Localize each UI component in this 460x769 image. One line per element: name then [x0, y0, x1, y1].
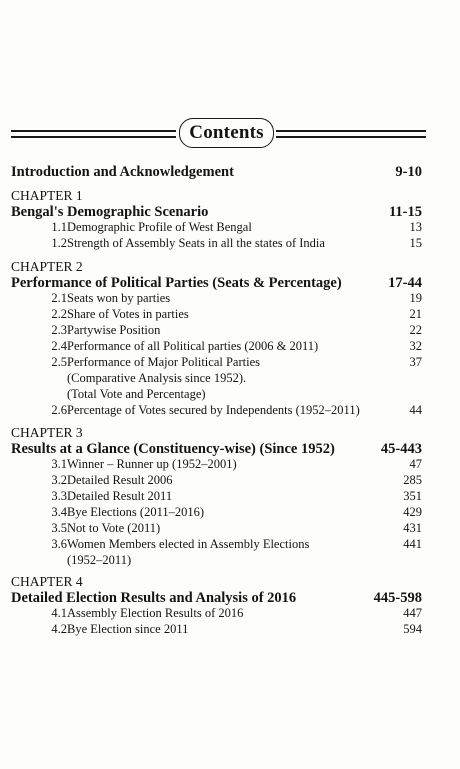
entry-page: 441: [403, 537, 422, 551]
toc-entry: [11, 220, 422, 237]
entry-page: 15: [409, 236, 422, 250]
toc-entry: [11, 489, 422, 506]
toc-entry: [11, 403, 422, 420]
toc-entry: [11, 606, 422, 623]
entry-title: Women Members elected in Assembly Elections: [67, 537, 310, 551]
entry-number: 4.1: [51, 606, 67, 620]
entry-page: 351: [403, 489, 422, 503]
toc-entry: [11, 622, 422, 639]
entry-title-continuation: (Comparative Analysis since 1952).: [67, 371, 247, 385]
entry-title: Strength of Assembly Seats in all the states of India: [67, 236, 325, 250]
entry-page: 32: [409, 339, 422, 353]
entry-number: 2.6: [51, 403, 67, 417]
contents-header: [11, 118, 426, 150]
entry-title: Bye Elections (2011–2016): [67, 505, 205, 519]
entry-title: Bye Election since 2011: [67, 622, 189, 636]
toc-entry: [11, 355, 422, 372]
entry-page: 37: [409, 355, 422, 369]
chapter-label: [11, 574, 422, 591]
entry-title: Performance of Major Political Parties: [67, 355, 260, 369]
chapter-label-text: CHAPTER 1: [11, 188, 83, 203]
entry-title: Detailed Result 2006: [67, 473, 173, 487]
entry-number: 2.5: [51, 355, 67, 369]
entry-page: 21: [409, 307, 422, 321]
chapter-title: Bengal's Demographic Scenario: [11, 204, 209, 220]
chapter-label-text: CHAPTER 4: [11, 574, 83, 589]
chapter-label: [11, 188, 422, 205]
entry-page: 431: [403, 521, 422, 535]
chapter-label: [11, 259, 422, 276]
entry-number: 3.5: [51, 521, 67, 535]
toc-entry-continuation: [11, 371, 422, 388]
toc-entry-continuation: [11, 553, 422, 570]
entry-page: 47: [409, 457, 422, 471]
chapter-title: Results at a Glance (Constituency-wise) (Since 1952): [11, 441, 335, 457]
entry-title: Demographic Profile of West Bengal: [67, 220, 252, 234]
rule-right-bottom: [276, 136, 426, 138]
toc-intro-pages: 9-10: [395, 164, 422, 180]
entry-number: 3.3: [51, 489, 67, 503]
toc-entry: [11, 323, 422, 340]
toc-entry: [11, 236, 422, 253]
entry-page: 429: [403, 505, 422, 519]
rule-left-top: [11, 130, 176, 132]
entry-number: 2.2: [51, 307, 67, 321]
chapter-title-row: [11, 441, 422, 458]
entry-number: 3.2: [51, 473, 67, 487]
entry-title: Partywise Position: [67, 323, 161, 337]
chapter-pages: 45-443: [380, 441, 422, 457]
entry-page: 22: [409, 323, 422, 337]
entry-title: Not to Vote (2011): [67, 521, 161, 535]
entry-number: 1.1: [51, 220, 67, 234]
chapter-label: [11, 425, 422, 442]
toc-entry: [11, 457, 422, 474]
toc-entry: [11, 339, 422, 356]
toc-entry-continuation: [11, 387, 422, 404]
rule-right-top: [276, 130, 426, 132]
entry-number: 2.4: [51, 339, 67, 353]
toc-intro-title: Introduction and Acknowledgement: [11, 164, 234, 180]
rule-left-bottom: [11, 136, 176, 138]
entry-title: Winner – Runner up (1952–2001): [67, 457, 237, 471]
toc-entry: [11, 473, 422, 490]
entry-title-continuation: (Total Vote and Percentage): [67, 387, 206, 401]
entry-number: 2.1: [51, 291, 67, 305]
entry-number: 3.4: [51, 505, 67, 519]
entry-title: Assembly Election Results of 2016: [67, 606, 244, 620]
chapter-title-row: [11, 590, 422, 607]
toc-entry: [11, 505, 422, 522]
chapter-title: Performance of Political Parties (Seats & Percentage): [11, 275, 342, 291]
entry-title: Detailed Result 2011: [67, 489, 173, 503]
toc-entry: [11, 291, 422, 308]
entry-title-continuation: (1952–2011): [67, 553, 132, 567]
entry-number: 1.2: [51, 236, 67, 250]
chapter-pages: 445-598: [373, 590, 422, 606]
toc-intro-row: [11, 164, 422, 181]
toc-entry: [11, 537, 422, 554]
entry-title: Seats won by parties: [67, 291, 171, 305]
entry-title: Percentage of Votes secured by Independents (1952–2011): [67, 403, 360, 417]
chapter-pages: 11-15: [388, 204, 422, 220]
entry-number: 3.1: [51, 457, 67, 471]
chapter-pages: 17-44: [388, 275, 422, 291]
entry-page: 13: [409, 220, 422, 234]
entry-page: 447: [403, 606, 422, 620]
entry-number: 4.2: [51, 622, 67, 636]
chapter-title-row: [11, 275, 422, 292]
toc-entry: [11, 521, 422, 538]
chapter-title-row: [11, 204, 422, 221]
entry-number: 2.3: [51, 323, 67, 337]
entry-page: 44: [409, 403, 422, 417]
chapter-title: Detailed Election Results and Analysis of 2016: [11, 590, 297, 606]
page-title: Contents: [189, 122, 264, 143]
entry-page: 285: [403, 473, 422, 487]
contents-title-box: [179, 118, 274, 148]
entry-page: 594: [403, 622, 422, 636]
chapter-label-text: CHAPTER 2: [11, 259, 83, 274]
toc-entry: [11, 307, 422, 324]
entry-page: 19: [409, 291, 422, 305]
entry-title: Performance of all Political parties (2006 & 2011): [67, 339, 319, 353]
chapter-label-text: CHAPTER 3: [11, 425, 83, 440]
entry-title: Share of Votes in parties: [67, 307, 189, 321]
entry-number: 3.6: [51, 537, 67, 551]
